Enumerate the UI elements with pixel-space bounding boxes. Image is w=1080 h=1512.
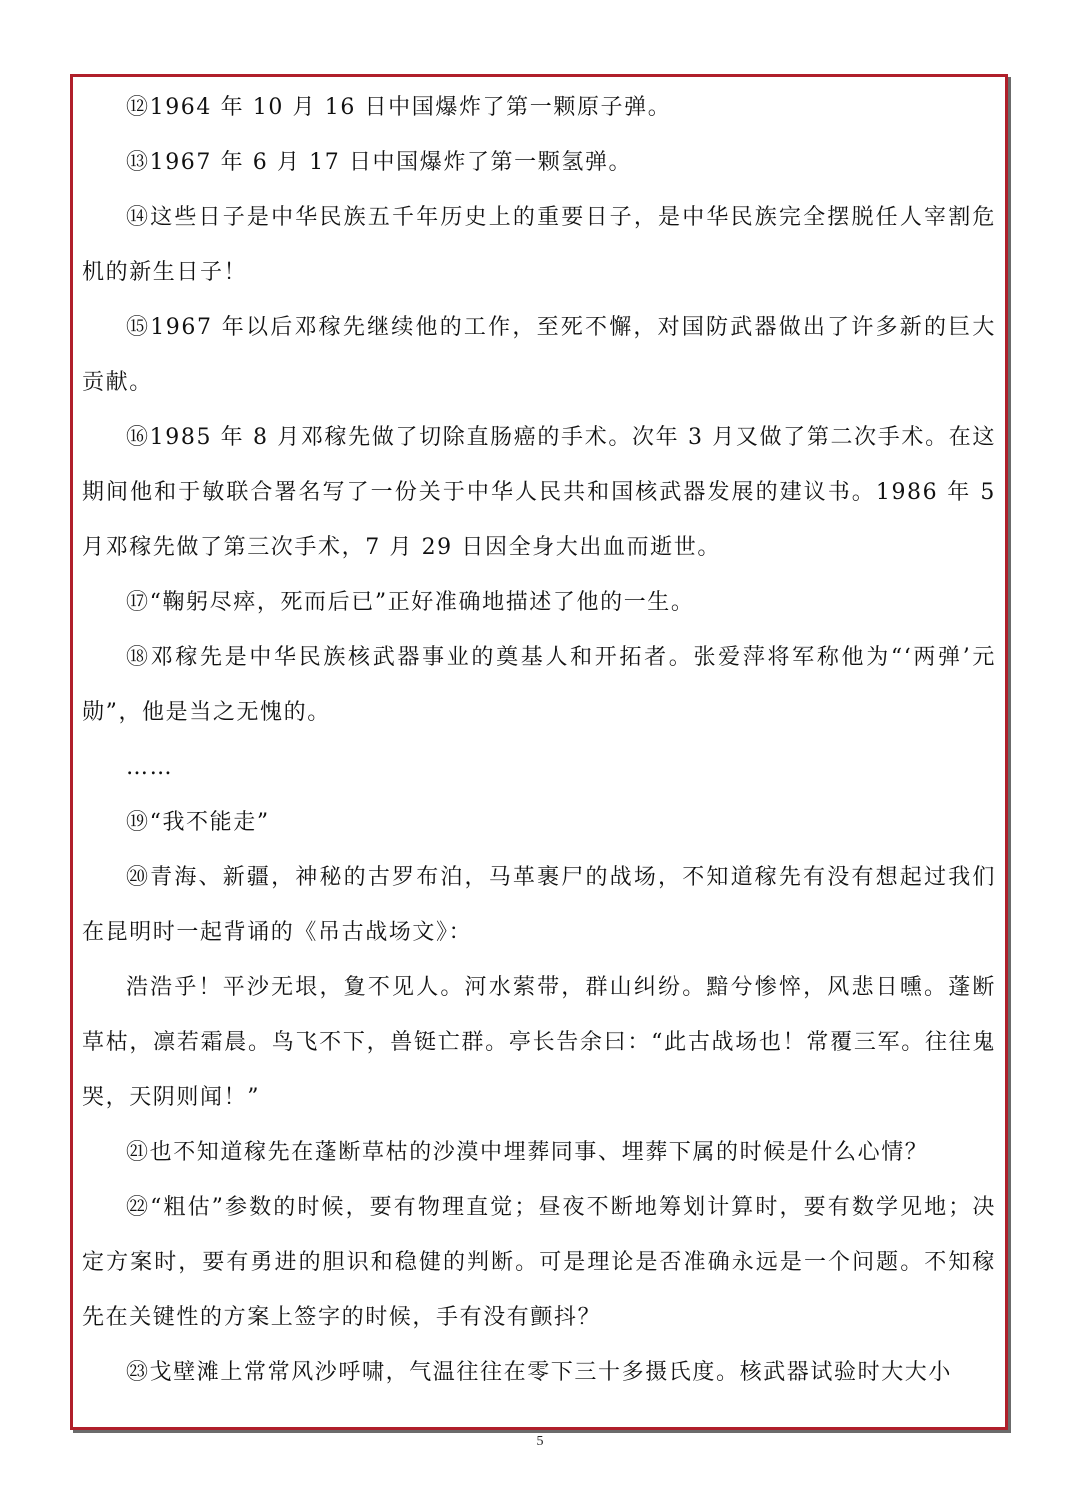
paragraph-14: ⑭这些日子是中华民族五千年历史上的重要日子，是中华民族完全摆脱任人宰割危机的新生日子！	[82, 205, 996, 285]
paragraph-17: ⑰“鞠躬尽瘁，死而后已”正好准确地描述了他的一生。	[126, 590, 695, 615]
paragraph-13: ⑬1967 年 6 月 17 日中国爆炸了第一颗氢弹。	[126, 150, 633, 175]
page-number: 5	[536, 1434, 544, 1449]
paragraph-19-heading: ⑲“我不能走”	[126, 810, 270, 835]
paragraph-23: ㉓戈壁滩上常常风沙呼啸，气温往往在零下三十多摄氏度。核武器试验时大大小	[126, 1360, 953, 1385]
document-body	[82, 80, 996, 1400]
paragraph-18: ⑱邓稼先是中华民族核武器事业的奠基人和开拓者。张爱萍将军称他为“‘两弹’元勋”，他是当之无愧的。	[82, 645, 996, 725]
paragraph-16: ⑯1985 年 8 月邓稼先做了切除直肠癌的手术。次年 3 月又做了第二次手术。在这期间他和于敏联合署名写了一份关于中华人民共和国核武器发展的建议书。1986 年 5 月邓稼先做了第三次手术，7 月 29 日因全身大出血而逝世。	[82, 425, 996, 560]
classical-quote: 浩浩乎！平沙无垠，夐不见人。河水萦带，群山纠纷。黯兮惨悴，风悲日曛。蓬断草枯，凛若霜晨。鸟飞不下，兽铤亡群。亭长告余曰：“此古战场也！常覆三军。往往鬼哭，天阴则闻！”	[82, 975, 996, 1110]
paragraph-22: ㉒“粗估”参数的时候，要有物理直觉；昼夜不断地筹划计算时，要有数学见地；决定方案时，要有勇进的胆识和稳健的判断。可是理论是否准确永远是一个问题。不知稼先在关键性的方案上签字的时候，手有没有颤抖？	[82, 1195, 996, 1330]
paragraph-15: ⑮1967 年以后邓稼先继续他的工作，至死不懈，对国防武器做出了许多新的巨大贡献。	[82, 315, 996, 395]
paragraph-21: ㉑也不知道稼先在蓬断草枯的沙漠中埋葬同事、埋葬下属的时候是什么心情？	[126, 1140, 929, 1165]
paragraph-20: ⑳青海、新疆，神秘的古罗布泊，马革裹尸的战场，不知道稼先有没有想起过我们在昆明时一起背诵的《吊古战场文》：	[82, 865, 996, 945]
paragraph-12: ⑫1964 年 10 月 16 日中国爆炸了第一颗原子弹。	[126, 95, 672, 120]
ellipsis-line: ……	[126, 755, 174, 780]
